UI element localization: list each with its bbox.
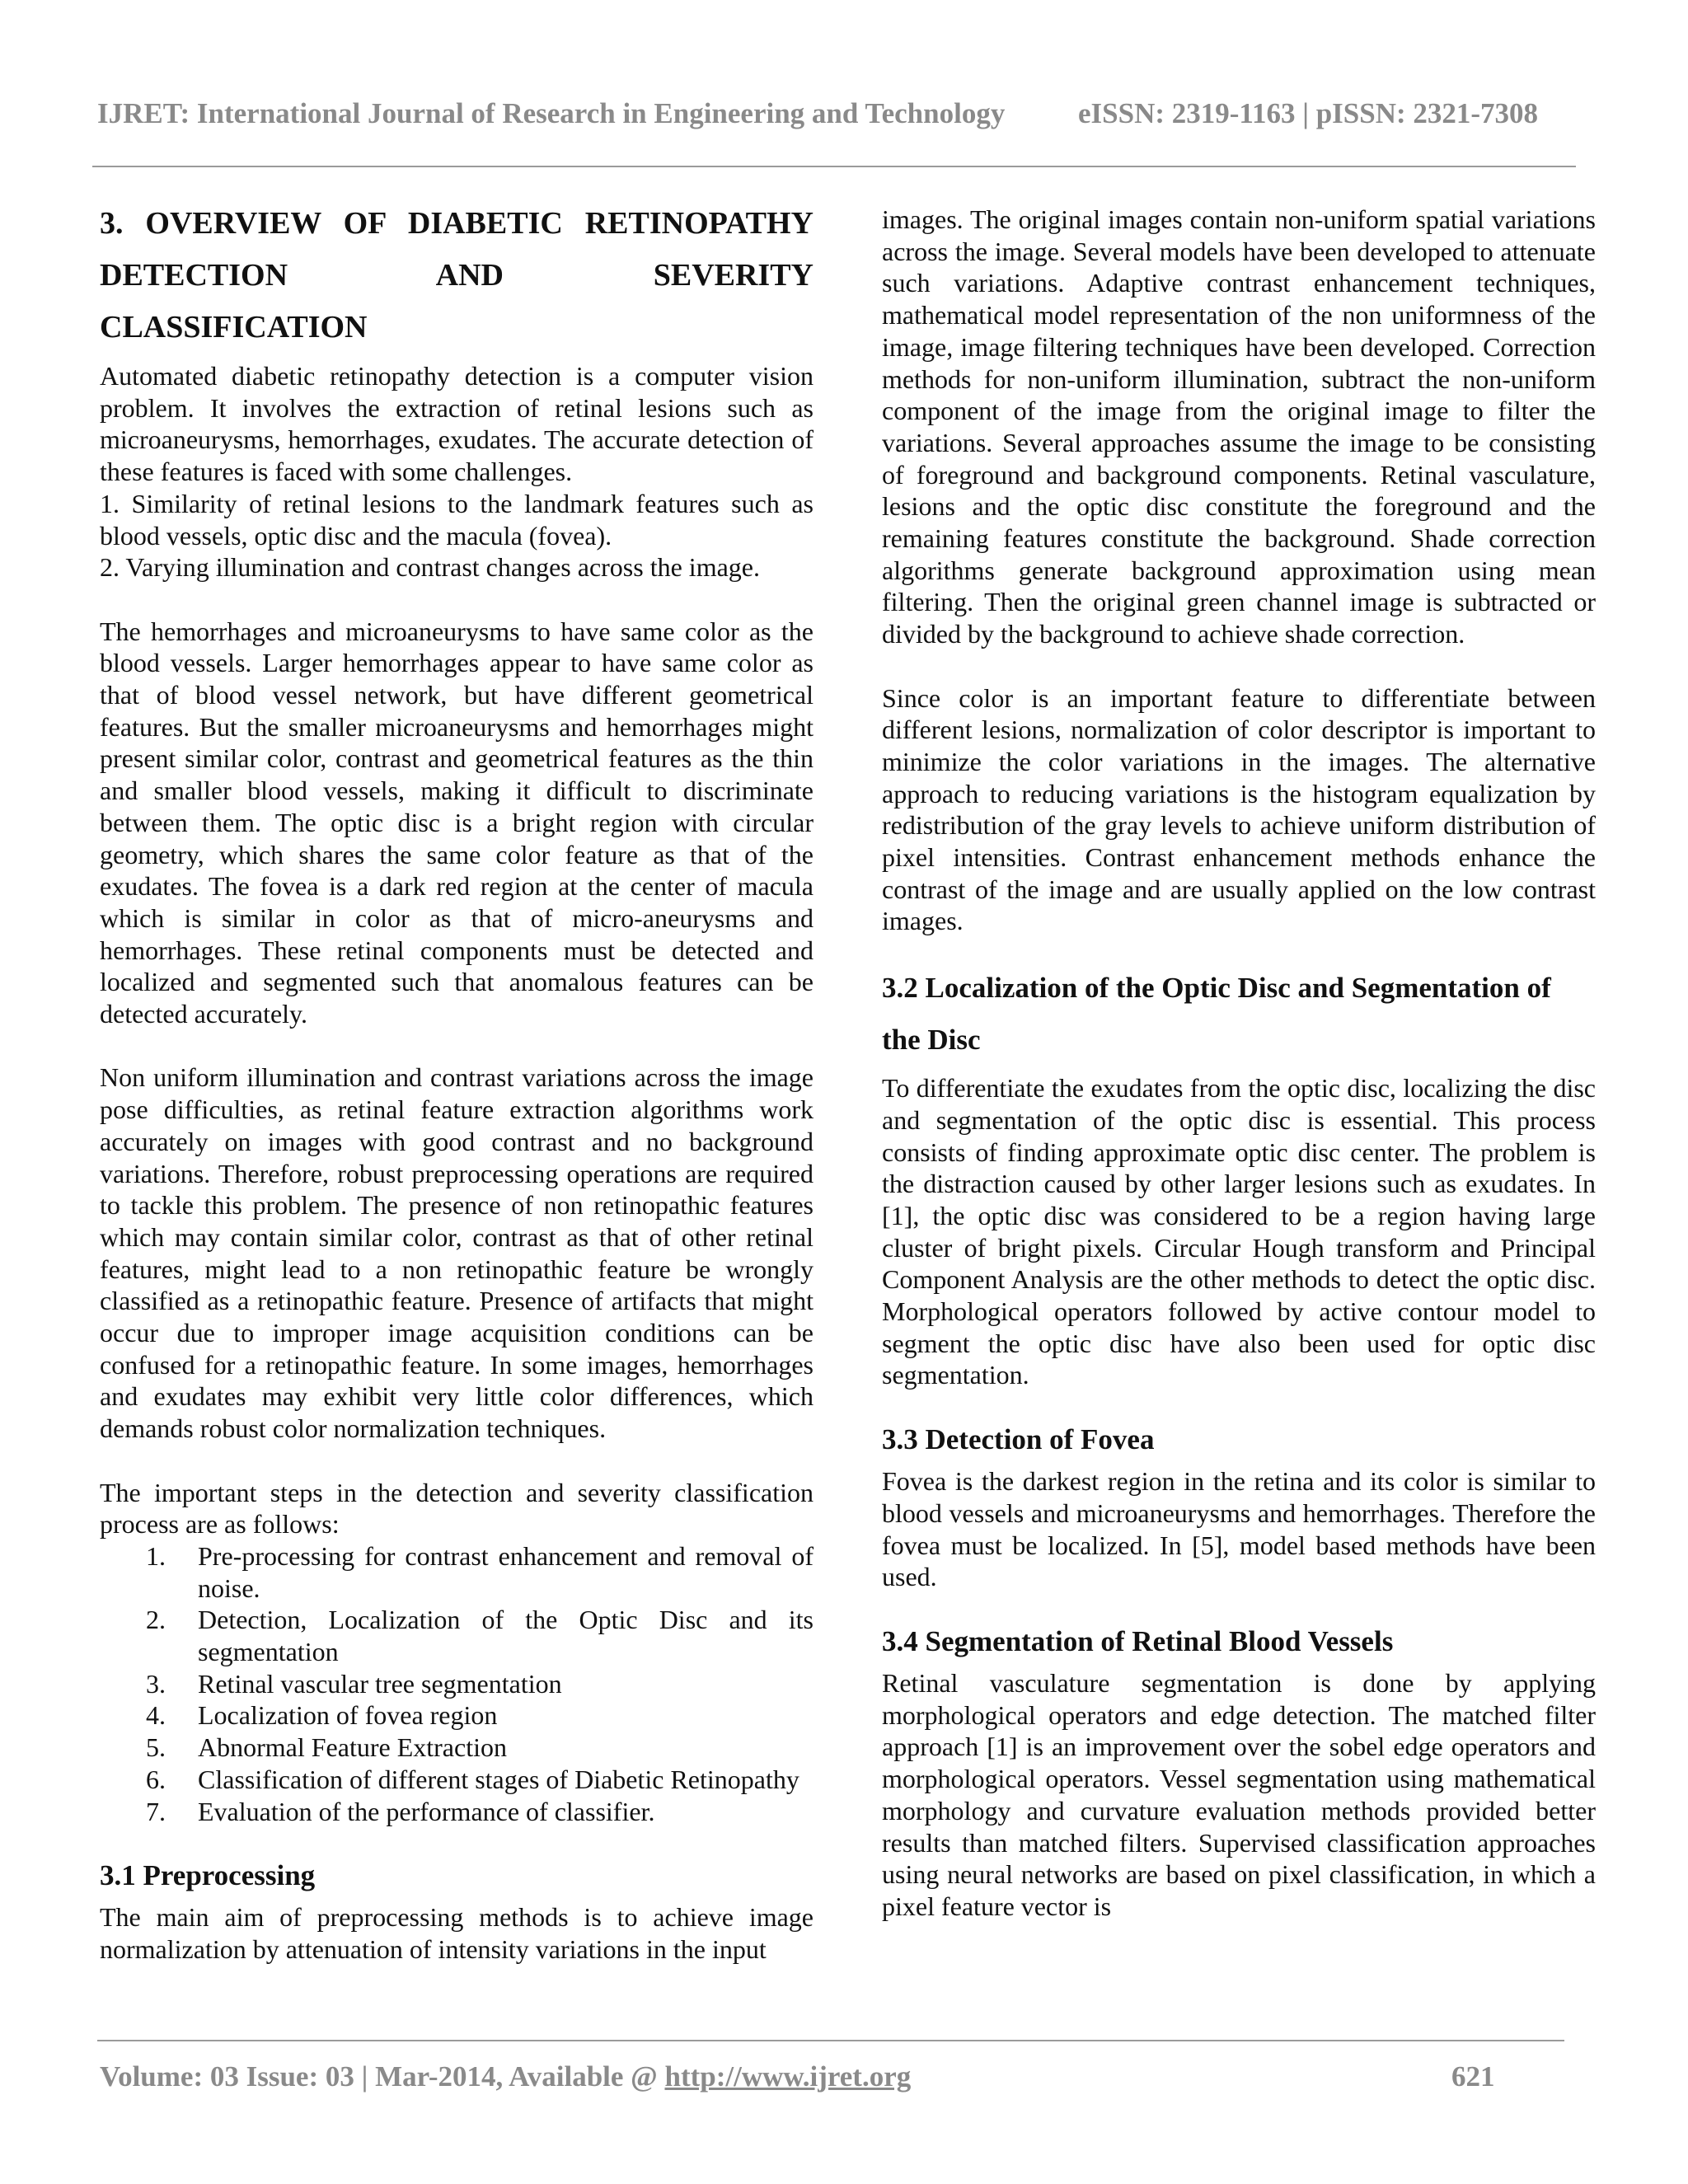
- paragraph: To differentiate the exudates from the optic disc, localizing the disc and segmentation of the optic disc is essential. This process consists of finding approximate optic disc center. The problem is the distraction caused by other larger lesions such as exudates. In [1], the optic disc was considered to be a region having large cluster of bright pixels. Circular Hough transform and Principal Component Analysis are the other methods to detect the optic disc. Morphological operators followed by active contour model to segment the optic disc have also been used for optic disc segmentation.: [882, 1073, 1596, 1390]
- list-item: [100, 1796, 814, 1828]
- list-item-text: Retinal vascular tree segmentation: [198, 1668, 562, 1699]
- right-column: [882, 204, 1596, 1923]
- list-number: 4.: [146, 1700, 166, 1731]
- list-number: 5.: [146, 1732, 166, 1763]
- list-item-text: Detection, Localization of the Optic Disc and its segmentation: [198, 1605, 814, 1667]
- list-item: [100, 1668, 814, 1700]
- page-number: 621: [1451, 2060, 1495, 2093]
- list-number: 2.: [146, 1605, 166, 1635]
- challenge-item: 2. Varying illumination and contrast changes across the image.: [100, 552, 760, 583]
- subsection-heading: 3.1 Preprocessing: [100, 1859, 316, 1892]
- list-number: 3.: [146, 1668, 166, 1699]
- section-heading: 3. OVERVIEW OF DIABETIC RETINOPATHY DETECTION AND SEVERITY CLASSIFICATION: [100, 206, 814, 344]
- paragraph: The important steps in the detection and severity classification process are as follows:: [100, 1477, 814, 1540]
- list-item-text: Abnormal Feature Extraction: [198, 1732, 507, 1763]
- running-footer: [100, 2060, 1567, 2093]
- header-rule: [92, 166, 1576, 167]
- paragraph: Since color is an important feature to differentiate between different lesions, normalization of color descriptor is important to minimize the color variations in the images. The alternative approach to reducing variations is the histogram equalization by redistribution of the gray levels to achieve uniform distribution of pixel intensities. Contrast enhancement methods enhance the contrast of the image and are usually applied on the low contrast images.: [882, 682, 1596, 936]
- paragraph: Fovea is the darkest region in the retina and its color is similar to blood vessels and microaneurysms and hemorrhages. Therefore the fovea must be localized. In [5], model based methods have been used.: [882, 1466, 1596, 1592]
- paragraph: Retinal vasculature segmentation is done by applying morphological operators and edge detection. The matched filter approach [1] is an improvement over the sobel edge operators and morphological operators. Vessel segmentation using mathematical morphology and curvature evaluation methods provided better results than matched filters. Supervised classification approaches using neural networks are based on pixel classification, in which a pixel feature vector is: [882, 1668, 1596, 1921]
- subsection-heading: 3.2 Localization of the Optic Disc and Segmentation of the Disc: [882, 972, 1551, 1057]
- running-header: [97, 97, 1564, 130]
- subsection-heading: 3.3 Detection of Fovea: [882, 1423, 1155, 1456]
- challenge-item: 1. Similarity of retinal lesions to the landmark features such as blood vessels, optic disc and the macula (fovea).: [100, 488, 814, 551]
- volume-info: Volume: 03 Issue: 03 | Mar-2014, Available @: [100, 2060, 665, 2093]
- paragraph: Non uniform illumination and contrast variations across the image pose difficulties, as retinal feature extraction algorithms work accurately on images with good contrast and no background variations. Therefore, robust preprocessing operations are required to tackle this problem. The presence of non retinopathic features which may contain similar color, contrast as that of other retinal features, might lead to a non retinopathic feature be wrongly classified as a retinopathic feature. Presence of artifacts that might occur due to improper image acquisition conditions can be confused for a retinopathic feature. In some images, hemorrhages and exudates may exhibit very little color differences, which demands robust color normalization techniques.: [100, 1062, 814, 1444]
- journal-link[interactable]: http://www.ijret.org: [664, 2060, 912, 2093]
- list-number: 6.: [146, 1764, 166, 1794]
- list-item: [100, 1699, 814, 1732]
- list-item-text: Classification of different stages of Diabetic Retinopathy: [198, 1764, 799, 1794]
- list-item: [100, 1764, 814, 1796]
- list-item: [100, 1540, 814, 1604]
- list-number: 1.: [146, 1540, 166, 1571]
- list-item-text: Evaluation of the performance of classifier.: [198, 1796, 655, 1826]
- list-item-text: Pre-processing for contrast enhancement and removal of noise.: [198, 1540, 814, 1603]
- list-item: [100, 1732, 814, 1764]
- paragraph: Automated diabetic retinopathy detection is a computer vision problem. It involves the extraction of retinal lesions such as microaneurysms, hemorrhages, exudates. The accurate detection of these features is faced with some challenges.: [100, 361, 814, 487]
- footer-rule: [97, 2040, 1564, 2041]
- left-column: [100, 198, 814, 1966]
- list-number: 7.: [146, 1796, 166, 1826]
- paragraph: images. The original images contain non-uniform spatial variations across the image. Several models have been developed to attenuate such variations. Adaptive contrast enhancement techniques, mathematical model representation of the non uniformness of the image, image filtering techniques have been developed. Correction methods for non-uniform illumination, subtract the non-uniform component of the image from the original image to filter the variations. Several approaches assume the image to be consisting of foreground and background components. Retinal vasculature, lesions and the optic disc constitute the foreground and the remaining features constitute the background. Shade correction algorithms generate background approximation using mean filtering. Then the original green channel image is subtracted or divided by the background to achieve shade correction.: [882, 204, 1596, 649]
- journal-title: IJRET: International Journal of Research in Engineering and Technology: [97, 97, 1006, 129]
- subsection-heading: 3.4 Segmentation of Retinal Blood Vessels: [882, 1625, 1394, 1657]
- paragraph: The hemorrhages and microaneurysms to have same color as the blood vessels. Larger hemorrhages appear to have same color as that of blood vessel network, but have different geometrical features. But the smaller microaneurysms and hemorrhages might present similar color, contrast and geometrical features as the thin and smaller blood vessels, making it difficult to discriminate between them. The optic disc is a bright region with circular geometry, which shares the same color feature as that of the exudates. The fovea is a dark red region at the center of macula which is similar in color as that of micro-aneurysms and hemorrhages. These retinal components must be detected and localized and segmented such that anomalous features can be detected accurately.: [100, 616, 814, 1029]
- list-item-text: Localization of fovea region: [198, 1700, 498, 1731]
- steps-list: [100, 1540, 814, 1827]
- list-item: [100, 1604, 814, 1667]
- paragraph: The main aim of preprocessing methods is to achieve image normalization by attenuation of intensity variations in the input: [100, 1902, 814, 1964]
- issn-info: eISSN: 2319-1163 | pISSN: 2321-7308: [1078, 97, 1539, 129]
